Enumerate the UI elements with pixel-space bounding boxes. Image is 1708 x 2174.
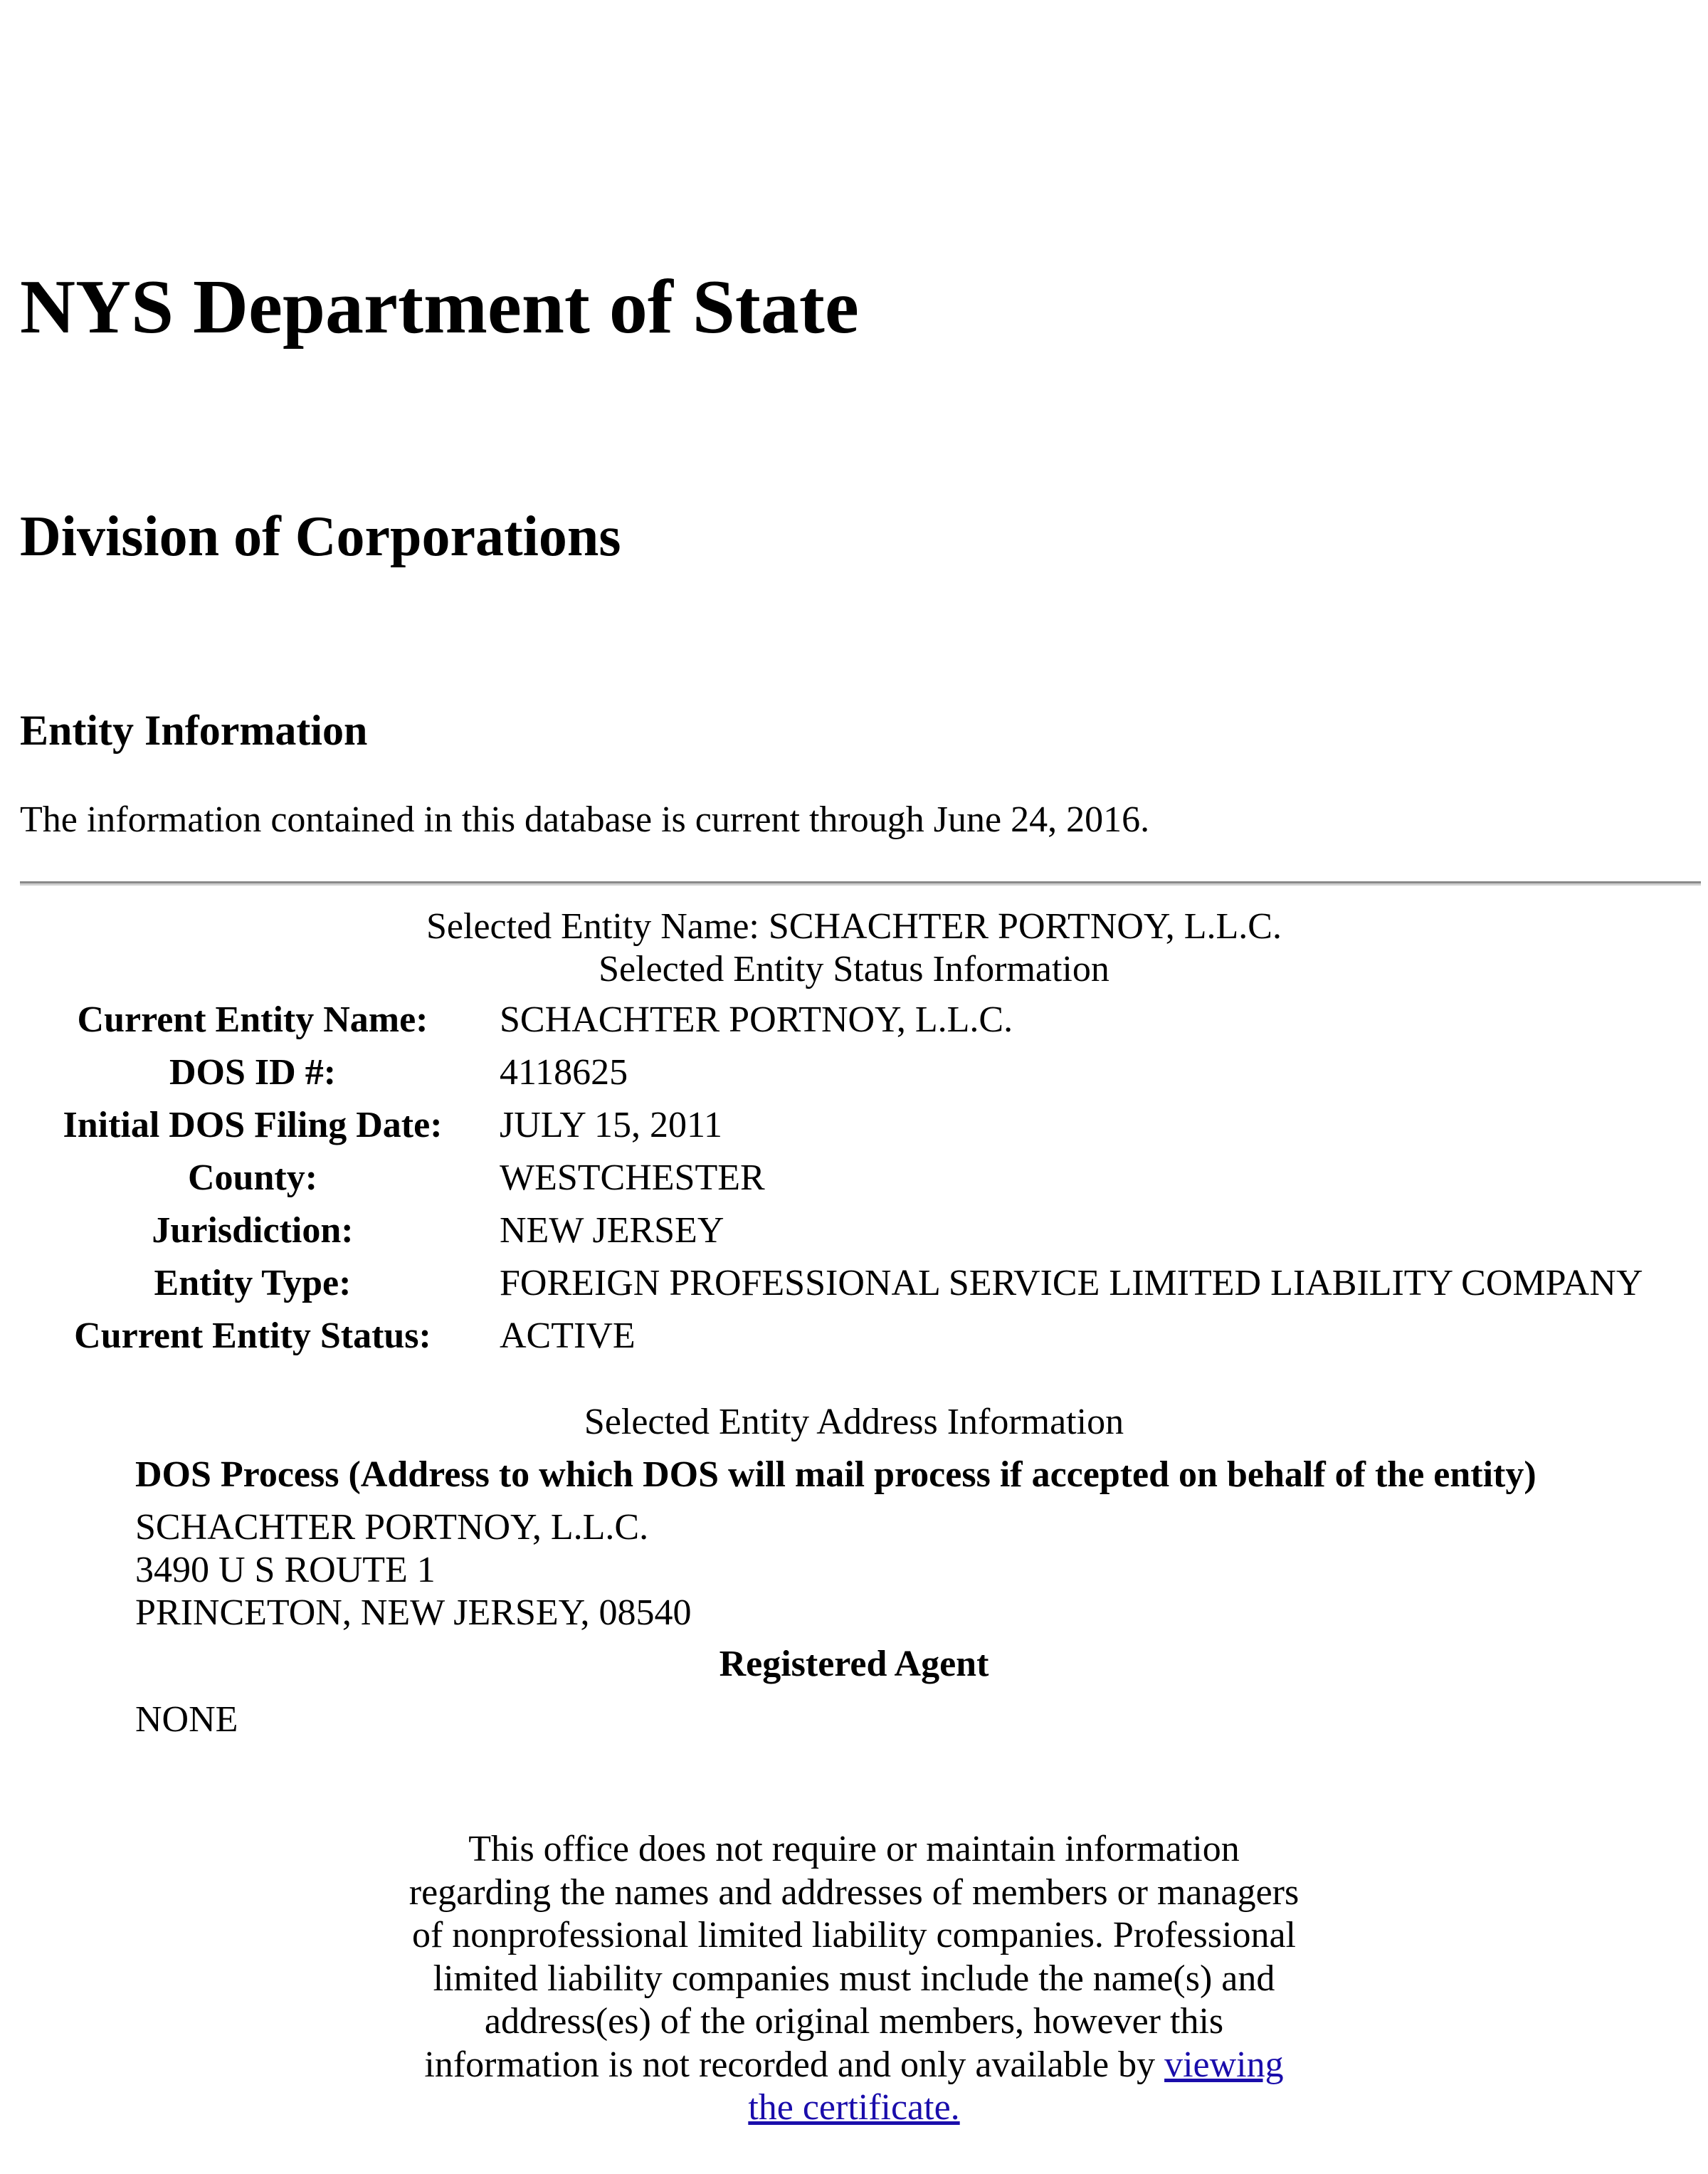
- field-value: JULY 15, 2011: [500, 1105, 723, 1145]
- address-info-heading: Selected Entity Address Information: [584, 1402, 1124, 1442]
- page-title: NYS Department of State: [20, 265, 859, 350]
- address-line: PRINCETON, NEW JERSEY, 08540: [135, 1592, 692, 1633]
- horizontal-divider: [20, 881, 1701, 886]
- table-row: [43, 1152, 1643, 1204]
- entity-status-table: [43, 994, 1643, 1362]
- field-label: County:: [187, 1157, 318, 1198]
- selected-entity-name: Selected Entity Name: SCHACHTER PORTNOY, L.L.C.: [426, 906, 1282, 947]
- field-label: Jurisdiction:: [152, 1210, 354, 1251]
- field-value: SCHACHTER PORTNOY, L.L.C.: [500, 999, 1013, 1040]
- registered-agent-label: Registered Agent: [719, 1644, 989, 1684]
- field-value: WESTCHESTER: [500, 1157, 765, 1198]
- address-line: 3490 U S ROUTE 1: [135, 1550, 436, 1590]
- field-label: Current Entity Status:: [74, 1316, 431, 1356]
- address-line: SCHACHTER PORTNOY, L.L.C.: [135, 1507, 649, 1548]
- field-label: Initial DOS Filing Date:: [63, 1105, 443, 1145]
- table-row: [43, 994, 1643, 1046]
- table-row: [43, 1099, 1643, 1152]
- field-value: 4118625: [500, 1052, 628, 1093]
- registered-agent-value: NONE: [135, 1699, 238, 1740]
- division-heading: Division of Corporations: [20, 505, 621, 568]
- field-label: Entity Type:: [154, 1263, 352, 1303]
- table-row: [43, 1204, 1643, 1257]
- table-row: [43, 1046, 1643, 1099]
- section-heading: Entity Information: [20, 707, 368, 754]
- status-info-heading: Selected Entity Status Information: [599, 949, 1109, 989]
- table-row: [43, 1310, 1643, 1362]
- field-value: FOREIGN PROFESSIONAL SERVICE LIMITED LIABILITY COMPANY: [500, 1263, 1643, 1303]
- field-value: ACTIVE: [500, 1316, 636, 1356]
- members-notice: [399, 1828, 1309, 2130]
- dos-process-label: [135, 1454, 1536, 1496]
- field-label: DOS ID #:: [169, 1052, 337, 1093]
- notice-text: This office does not require or maintain information regarding the names and addresses of members or managers of nonprofessional limited liability companies. Professional limited liability companies must include the name(s) and address(es) of the original members, however this information is not recorded and only available by: [408, 1829, 1300, 2085]
- view-certificate-link[interactable]: viewing the certificate.: [748, 2044, 1284, 2128]
- database-currency-note: The information contained in this database is current through June 24, 2016.: [20, 799, 1150, 840]
- field-label: Current Entity Name:: [77, 999, 428, 1040]
- field-value: NEW JERSEY: [500, 1210, 724, 1251]
- dos-process-label-text: DOS Process (Address to which DOS will mail process if accepted on behalf of the entity): [135, 1454, 1536, 1495]
- table-row: [43, 1257, 1643, 1310]
